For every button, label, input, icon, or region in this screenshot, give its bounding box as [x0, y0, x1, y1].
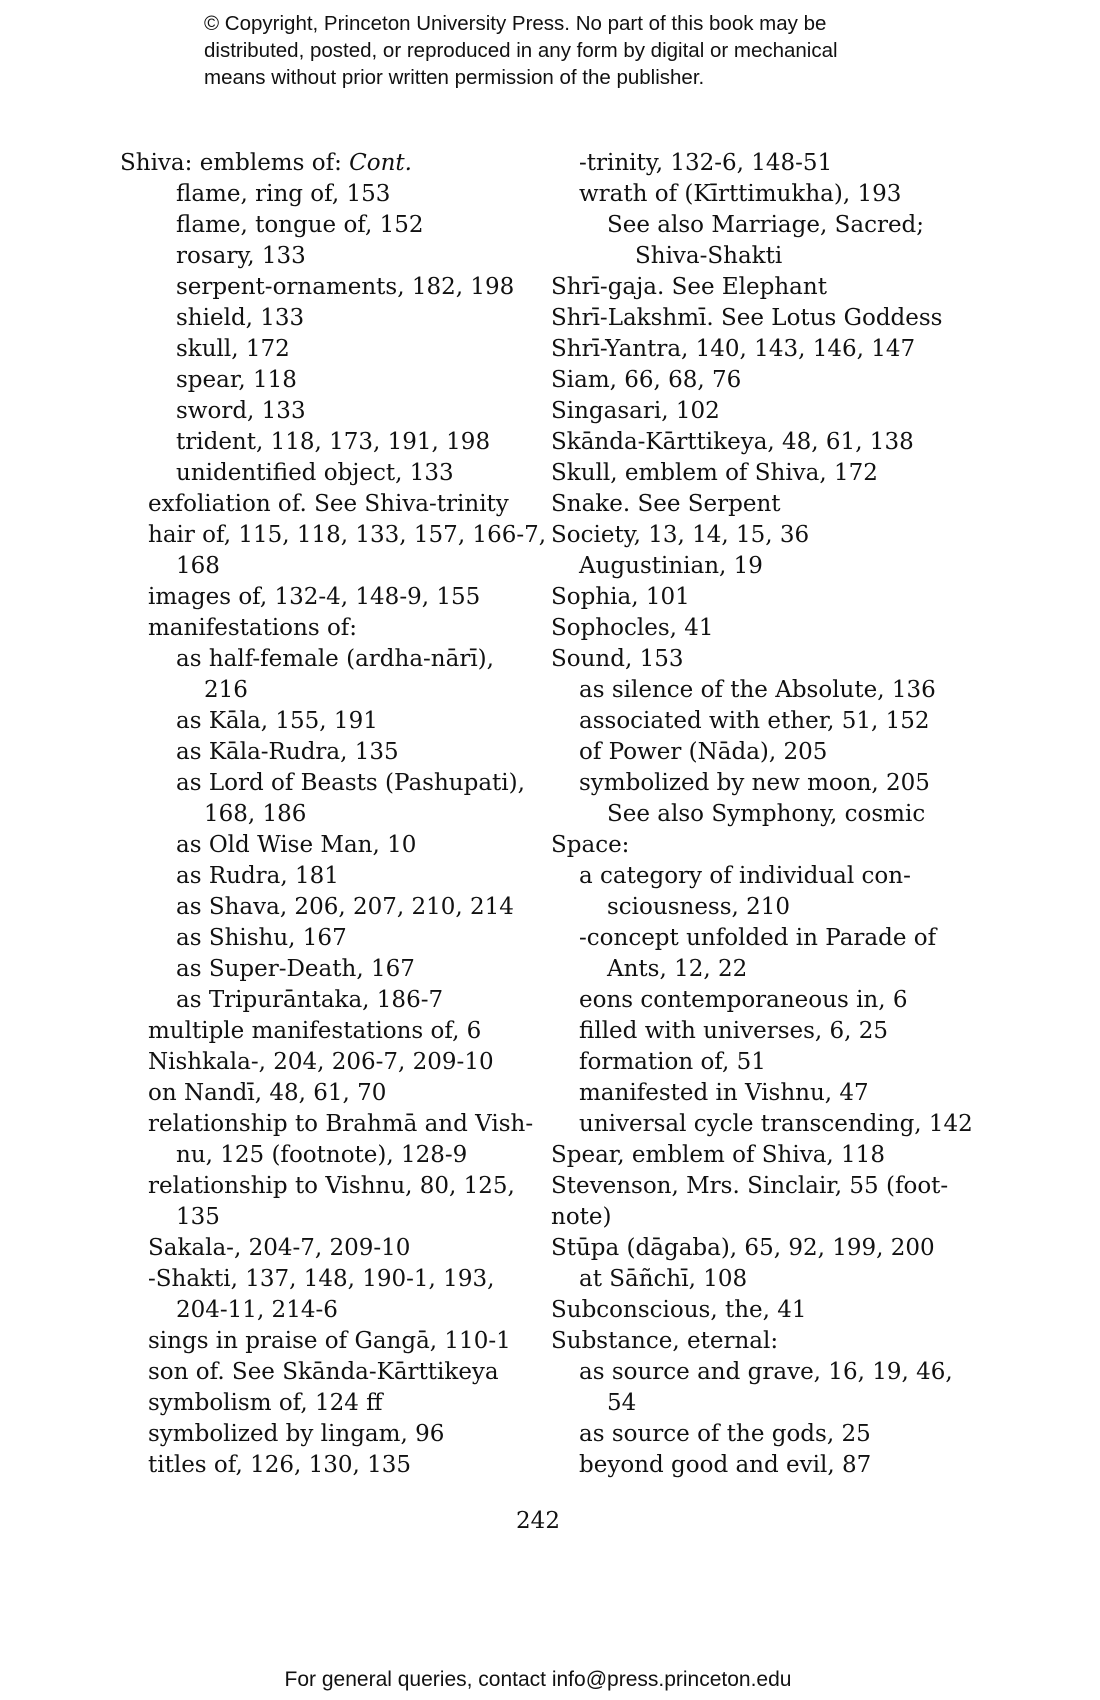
index-entry: [551, 489, 971, 520]
index-entry-text: manifestations of:: [148, 615, 358, 641]
index-entry: [120, 1295, 540, 1326]
index-entry-text: -concept unfolded in Parade of: [579, 925, 937, 951]
index-entry: [120, 675, 540, 706]
index-entry: [551, 861, 971, 892]
index-entry-text: manifested in Vishnu, 47: [579, 1080, 869, 1106]
index-entry-text: a category of individual con-: [579, 863, 911, 889]
index-entry: [551, 520, 971, 551]
index-entry: [551, 706, 971, 737]
index-entry: [120, 613, 540, 644]
index-entry: [551, 334, 971, 365]
index-entry-text: Shrī-Yantra, 140, 143, 146, 147: [551, 336, 916, 362]
index-entry: [551, 1357, 971, 1388]
index-entry: [120, 1450, 540, 1481]
index-entry-text: sword, 133: [176, 398, 306, 424]
copyright-line: distributed, posted, or reproduced in any form by digital or mechanical: [204, 39, 838, 62]
index-entry-text: Skull, emblem of Shiva, 172: [551, 460, 878, 486]
index-entry-text: Augustinian, 19: [579, 553, 763, 579]
index-entry-text: Sakala-, 204-7, 209-10: [148, 1235, 411, 1261]
index-entry-text: 168: [176, 553, 220, 579]
index-entry: [120, 334, 540, 365]
index-entry-text: Nishkala-, 204, 206-7, 209-10: [148, 1049, 494, 1075]
index-entry: [551, 1419, 971, 1450]
index-entry-text: wrath of (Kīrttimukha), 193: [579, 181, 902, 207]
index-entry: [120, 1202, 540, 1233]
index-entry: [551, 1078, 971, 1109]
index-entry-text: beyond good and evil, 87: [579, 1452, 872, 1478]
index-entry-text: symbolized by new moon, 205: [579, 770, 930, 796]
index-entry-text: as Kāla-Rudra, 135: [176, 739, 399, 765]
index-entry-text: relationship to Brahmā and Vish-: [148, 1111, 534, 1137]
index-entry-text: as source and grave, 16, 19, 46,: [579, 1359, 953, 1385]
index-entry-text: flame, tongue of, 152: [176, 212, 424, 238]
index-entry: [551, 675, 971, 706]
index-entry: [551, 737, 971, 768]
copyright-line: means without prior written permission of the publisher.: [204, 66, 705, 89]
index-entry-text: as half-female (ardha-nārī),: [176, 646, 494, 672]
index-entry: [551, 892, 971, 923]
index-entry: [120, 520, 547, 551]
index-entry: [120, 1388, 540, 1419]
index-entry: [551, 241, 971, 272]
index-entry: [120, 892, 540, 923]
index-entry: [551, 427, 971, 458]
index-entry-text: unidentified object, 133: [176, 460, 454, 486]
index-entry: [120, 458, 540, 489]
index-entry-text: Sound, 153: [551, 646, 684, 672]
index-entry-text: as Kāla, 155, 191: [176, 708, 378, 734]
index-entry: [120, 768, 540, 799]
index-entry-text: as Rudra, 181: [176, 863, 339, 889]
index-entry: [120, 985, 540, 1016]
index-entry: [551, 1016, 971, 1047]
index-entry-text: Shiva: emblems of:: [120, 150, 350, 176]
index-entry: [551, 1450, 971, 1481]
index-entry-text: at Sāñchī, 108: [579, 1266, 748, 1292]
index-entry-text: nu, 125 (footnote), 128-9: [176, 1142, 468, 1168]
index-entry-text: Shrī-Lakshmī. See Lotus Goddess: [551, 305, 943, 331]
index-entry-text: serpent-ornaments, 182, 198: [176, 274, 515, 300]
index-entry-text: images of, 132-4, 148-9, 155: [148, 584, 481, 610]
index-entry-text: as Lord of Beasts (Pashupati),: [176, 770, 525, 796]
index-entry: [551, 1233, 971, 1264]
index-entry: [120, 396, 540, 427]
index-entry: [120, 644, 540, 675]
index-entry: [120, 365, 540, 396]
index-entry: [120, 148, 540, 179]
index-entry: [551, 830, 971, 861]
page-number: 242: [516, 1508, 560, 1534]
index-entry-text: See also Symphony, cosmic: [607, 801, 926, 827]
index-entry: [120, 1357, 540, 1388]
footer-contact: For general queries, contact info@press.princeton.edu: [284, 1668, 792, 1691]
index-entry-text: shield, 133: [176, 305, 305, 331]
index-entry-text: Siam, 66, 68, 76: [551, 367, 742, 393]
index-entry: [120, 582, 540, 613]
index-entry-text: 204-11, 214-6: [176, 1297, 338, 1323]
index-entry: [551, 1047, 971, 1078]
index-entry-text: Substance, eternal:: [551, 1328, 779, 1354]
index-entry-text: of Power (Nāda), 205: [579, 739, 828, 765]
index-entry: [551, 799, 971, 830]
index-entry-text: -trinity, 132-6, 148-51: [579, 150, 833, 176]
index-entry: [551, 210, 971, 241]
index-entry-text: spear, 118: [176, 367, 297, 393]
index-entry: [120, 1264, 540, 1295]
index-column-left: [120, 148, 547, 1481]
index-entry: [120, 830, 540, 861]
index-entry: [551, 644, 971, 675]
index-entry: [120, 1326, 540, 1357]
index-entry-text: sings in praise of Gangā, 110-1: [148, 1328, 511, 1354]
index-entry-text: relationship to Vishnu, 80, 125,: [148, 1173, 515, 1199]
index-entry-text: Stevenson, Mrs. Sinclair, 55 (foot-: [551, 1173, 949, 1199]
index-entry: [120, 1016, 540, 1047]
index-entry: [551, 1202, 971, 1233]
index-entry: [551, 768, 971, 799]
index-entry-text: note): [551, 1204, 612, 1230]
index-entry: [120, 737, 540, 768]
index-entry-text: 216: [204, 677, 248, 703]
index-entry: [551, 613, 971, 644]
index-entry: [551, 179, 971, 210]
index-entry-text: 54: [607, 1390, 637, 1416]
index-entry-text: See also Marriage, Sacred;: [607, 212, 925, 238]
index-entry-text: sciousness, 210: [607, 894, 791, 920]
index-entry: [120, 1419, 540, 1450]
index-entry-text: on Nandī, 48, 61, 70: [148, 1080, 387, 1106]
index-entry: [120, 1140, 540, 1171]
index-entry: [551, 1109, 971, 1140]
index-entry-text: symbolism of, 124 ff: [148, 1390, 383, 1416]
index-entry: [551, 365, 971, 396]
index-entry: [551, 458, 971, 489]
index-entry: [551, 1295, 971, 1326]
index-entry: [120, 799, 540, 830]
copyright-line: © Copyright, Princeton University Press. No part of this book may be: [204, 12, 827, 35]
index-entry-text: formation of, 51: [579, 1049, 766, 1075]
index-entry: [120, 1233, 540, 1264]
index-entry: [120, 179, 540, 210]
index-entry-text: filled with universes, 6, 25: [579, 1018, 889, 1044]
index-entry: [551, 303, 971, 334]
copyright-notice: [204, 10, 964, 91]
index-entry: [551, 954, 971, 985]
index-entry-text: Society, 13, 14, 15, 36: [551, 522, 810, 548]
index-entry-text: skull, 172: [176, 336, 290, 362]
index-entry: [120, 551, 540, 582]
index-entry: [120, 1109, 540, 1140]
index-entry-text: 168, 186: [204, 801, 307, 827]
index-entry-text: 135: [176, 1204, 220, 1230]
index-entry-text: Skānda-Kārttikeya, 48, 61, 138: [551, 429, 914, 455]
index-entry-text: eons contemporaneous in, 6: [579, 987, 908, 1013]
index-entry: [551, 148, 971, 179]
index-entry-text: -Shakti, 137, 148, 190-1, 193,: [148, 1266, 495, 1292]
index-entry: [551, 272, 971, 303]
index-column-right: [551, 148, 971, 1481]
index-entry: [120, 954, 540, 985]
index-entry: [120, 706, 540, 737]
index-entry-text: flame, ring of, 153: [176, 181, 391, 207]
index-entry-text: multiple manifestations of, 6: [148, 1018, 482, 1044]
index-entry: [120, 241, 540, 272]
index-entry-text: Sophocles, 41: [551, 615, 714, 641]
index-entry-text: son of. See Skānda-Kārttikeya: [148, 1359, 499, 1385]
index-entry-text: as Old Wise Man, 10: [176, 832, 417, 858]
index-entry-text: Stūpa (dāgaba), 65, 92, 199, 200: [551, 1235, 935, 1261]
index-entry-text: Ants, 12, 22: [607, 956, 748, 982]
index-entry: [120, 1078, 540, 1109]
index-entry: [551, 582, 971, 613]
index-entry-text: Snake. See Serpent: [551, 491, 781, 517]
index-entry: [551, 396, 971, 427]
index-entry: [551, 1326, 971, 1357]
index-entry-text: symbolized by lingam, 96: [148, 1421, 445, 1447]
index-entry-text: Shrī-gaja. See Elephant: [551, 274, 827, 300]
index-entry: [551, 923, 971, 954]
index-entry: [551, 1388, 971, 1419]
index-entry: [551, 985, 971, 1016]
index-entry-text: as Super-Death, 167: [176, 956, 415, 982]
index-entry-text: Sophia, 101: [551, 584, 690, 610]
index-entry: [551, 1264, 971, 1295]
index-entry: [551, 1140, 971, 1171]
index-entry: [120, 861, 540, 892]
index-entry: [120, 303, 540, 334]
index-entry-text: as source of the gods, 25: [579, 1421, 871, 1447]
index-entry: [120, 1171, 540, 1202]
index-entry-text: Shiva-Shakti: [635, 243, 783, 269]
index-entry-text: Singasari, 102: [551, 398, 720, 424]
index-entry-text: as Tripurāntaka, 186-7: [176, 987, 444, 1013]
index-entry-text: as Shava, 206, 207, 210, 214: [176, 894, 514, 920]
index-entry: [120, 489, 540, 520]
index-entry: [120, 427, 540, 458]
index-entry-text: rosary, 133: [176, 243, 306, 269]
index-entry-text: Subconscious, the, 41: [551, 1297, 807, 1323]
index-entry-text: associated with ether, 51, 152: [579, 708, 930, 734]
index-entry-continued: Cont.: [349, 150, 412, 176]
index-entry-text: Spear, emblem of Shiva, 118: [551, 1142, 885, 1168]
index-entry-text: Space:: [551, 832, 630, 858]
index-entry-text: as silence of the Absolute, 136: [579, 677, 936, 703]
index-entry: [120, 923, 540, 954]
index-entry: [551, 551, 971, 582]
index-entry-text: as Shishu, 167: [176, 925, 347, 951]
index-entry-text: hair of, 115, 118, 133, 157, 166-7,: [148, 522, 547, 548]
index-entry-text: trident, 118, 173, 191, 198: [176, 429, 491, 455]
index-entry-text: titles of, 126, 130, 135: [148, 1452, 412, 1478]
index-entry: [551, 1171, 971, 1202]
index-entry-text: exfoliation of. See Shiva-trinity: [148, 491, 509, 517]
index-entry: [120, 1047, 540, 1078]
index-entry: [120, 272, 540, 303]
index-entry-text: universal cycle transcending, 142: [579, 1111, 973, 1137]
index-entry: [120, 210, 540, 241]
